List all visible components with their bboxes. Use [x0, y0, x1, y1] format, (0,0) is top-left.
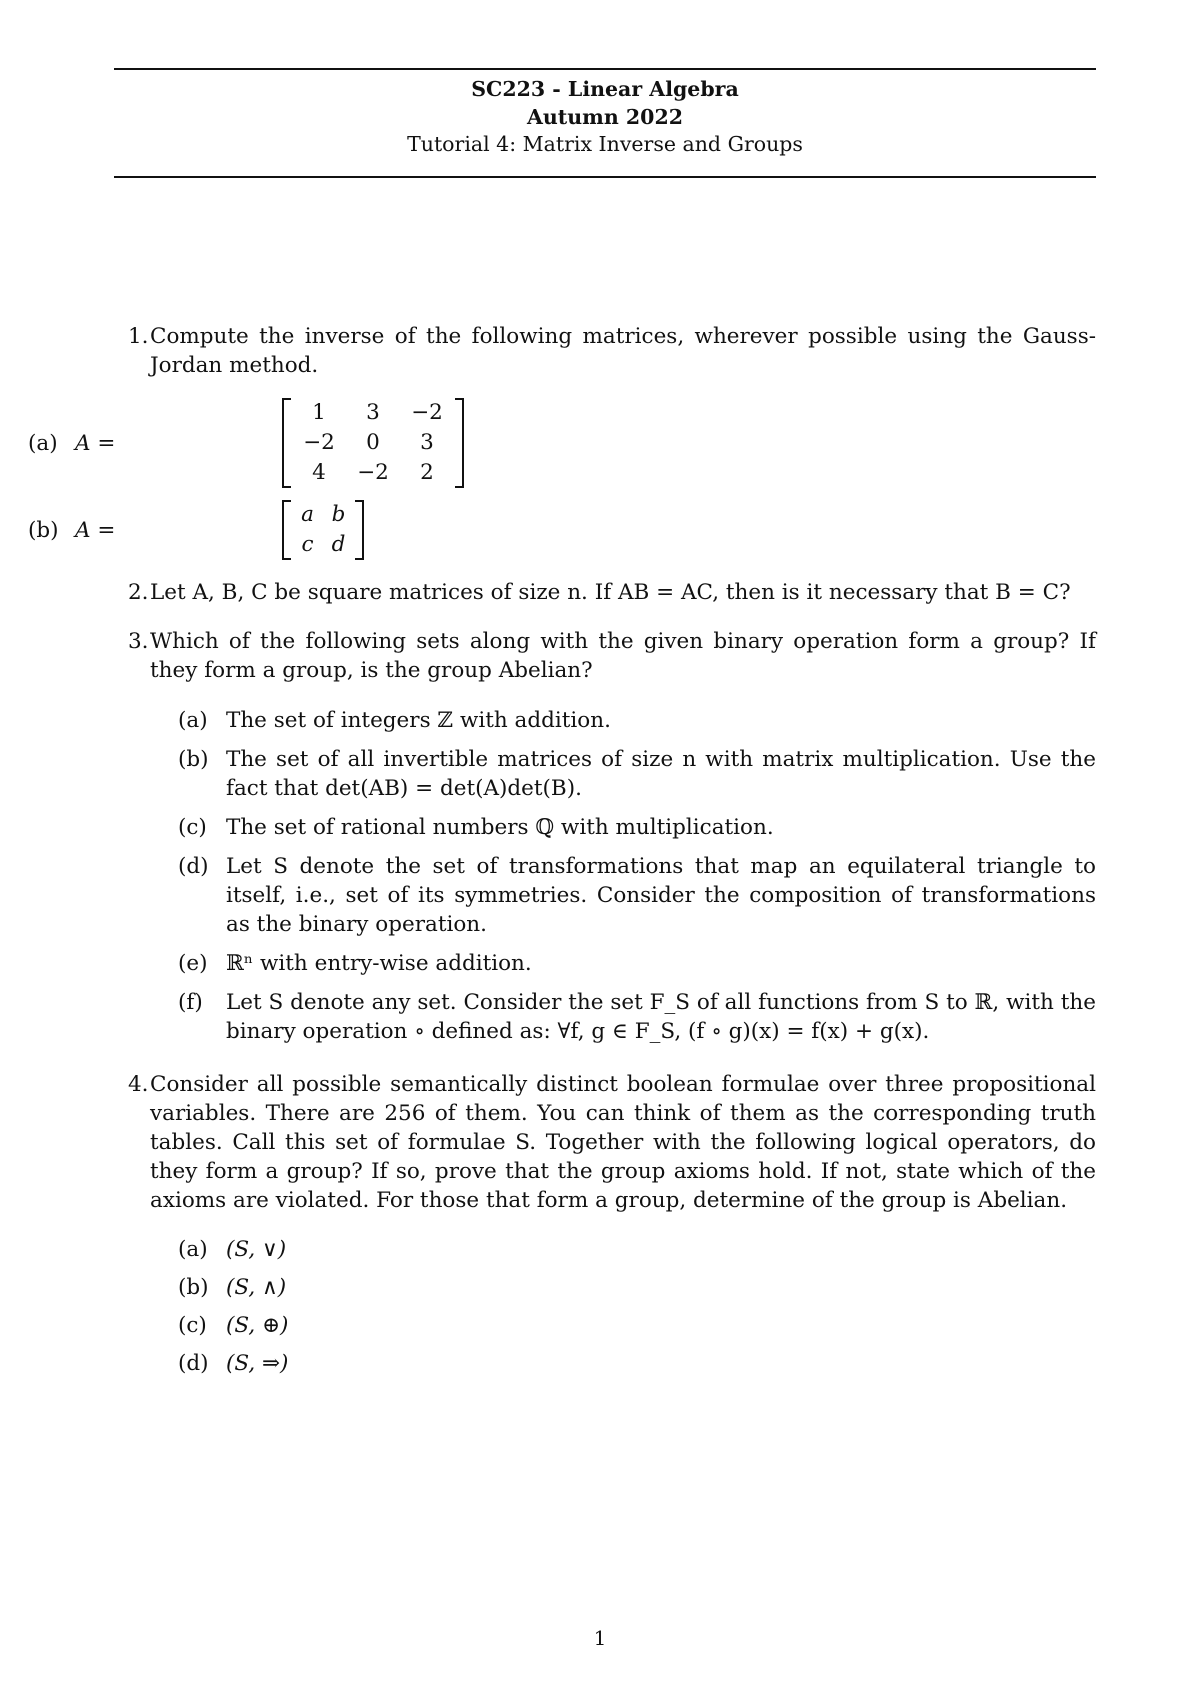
matrix-entry: d — [331, 532, 346, 557]
header-rule-top — [114, 68, 1096, 70]
matrix-entry: 4 — [312, 460, 326, 485]
part-text: (S, ∨) — [226, 1237, 287, 1262]
part-text: (S, ⊕) — [226, 1313, 289, 1338]
left-bracket — [282, 500, 291, 560]
part-text: The set of integers ℤ with addition. — [226, 708, 611, 733]
matrix-lhs: A = — [75, 431, 116, 456]
term: Autumn 2022 — [527, 105, 683, 129]
part-label: (a) — [28, 431, 58, 456]
matrix-entry: a — [301, 502, 314, 527]
question-number: 1. — [128, 324, 149, 349]
question-text: Which of the following sets along with the given binary operation form a group? If they form a group, is the group Abelian? — [150, 629, 1096, 683]
right-bracket — [455, 398, 464, 488]
question-text: Let A, B, C be square matrices of size n. If AB = AC, then is it necessary that B = C? — [150, 580, 1071, 605]
question-4 — [128, 1070, 1096, 1215]
question-3-part-f — [178, 988, 1096, 1046]
part-label: (d) — [178, 1351, 209, 1376]
matrix-entry: 1 — [312, 400, 326, 425]
question-number: 2. — [128, 580, 149, 605]
question-number: 3. — [128, 629, 149, 654]
question-number: 4. — [128, 1072, 149, 1097]
part-text: Let S denote any set. Consider the set F_S of all functions from S to ℝ, with the binary operation ∘ defined as: ∀f, g ∈ F_S, (f ∘ g)(x) = f(x) + g(x). — [226, 990, 1096, 1044]
part-text: Let S denote the set of transformations that map an equilateral triangle to itself, i.e., set of its symmetries. Consider the composition of transformations as the binary operation. — [226, 854, 1096, 937]
question-3-part-a — [178, 706, 1096, 735]
question-3-part-e — [178, 949, 1096, 978]
question-4-part-b — [178, 1273, 1096, 1302]
part-label: (d) — [178, 854, 209, 879]
matrix-entry: 3 — [366, 400, 380, 425]
course-title: SC223 - Linear Algebra — [471, 77, 739, 101]
right-bracket — [355, 500, 364, 560]
question-4-part-a — [178, 1235, 1096, 1264]
part-text: The set of rational numbers ℚ with multiplication. — [226, 815, 774, 840]
part-text: (S, ⇒) — [226, 1351, 289, 1376]
question-3-part-c — [178, 813, 1096, 842]
matrix-entry: c — [301, 532, 314, 557]
page-number: 1 — [593, 1626, 607, 1650]
part-label: (a) — [178, 708, 208, 733]
part-text: ℝⁿ with entry-wise addition. — [226, 951, 532, 976]
matrix-entry: −2 — [303, 430, 335, 455]
question-4-part-d — [178, 1349, 1096, 1378]
left-bracket — [282, 398, 291, 488]
part-label: (e) — [178, 951, 208, 976]
tutorial-title: Tutorial 4: Matrix Inverse and Groups — [407, 132, 803, 156]
part-label: (a) — [178, 1237, 208, 1262]
matrix-a — [282, 398, 464, 488]
matrix-entry: 2 — [420, 460, 434, 485]
question-text: Compute the inverse of the following matrices, wherever possible using the Gauss-Jordan method. — [150, 324, 1096, 378]
question-1 — [128, 322, 1096, 380]
matrix-lhs: A = — [75, 518, 116, 543]
question-3-part-b — [178, 745, 1096, 803]
part-label: (b) — [28, 518, 59, 543]
question-3 — [128, 627, 1096, 685]
matrix-entries — [292, 500, 354, 560]
question-4-part-c — [178, 1311, 1096, 1340]
matrix-entries — [292, 398, 454, 488]
matrix-entry: −2 — [411, 400, 443, 425]
matrix-entry: 0 — [366, 430, 380, 455]
question-3-part-d — [178, 852, 1096, 939]
question-2 — [128, 578, 1096, 607]
part-label: (c) — [178, 1313, 207, 1338]
matrix-entry: b — [331, 502, 346, 527]
matrix-entry: 3 — [420, 430, 434, 455]
question-text: Consider all possible semantically distinct boolean formulae over three propositional variables. There are 256 of them. You can think of them as the corresponding truth tables. Call this set of formulae S. Together with the following logical operators, do they form a group? If so, prove that the group axioms hold. If not, state which of the axioms are violated. For those that form a group, determine of the group is Abelian. — [150, 1072, 1096, 1213]
header-rule-bottom — [114, 176, 1096, 178]
part-label: (b) — [178, 1275, 209, 1300]
part-label: (f) — [178, 990, 203, 1015]
matrix-b — [282, 500, 364, 560]
matrix-entry: −2 — [357, 460, 389, 485]
part-text: The set of all invertible matrices of size n with matrix multiplication. Use the fact that det(AB) = det(A)det(B). — [226, 747, 1096, 801]
part-label: (c) — [178, 815, 207, 840]
part-label: (b) — [178, 747, 209, 772]
part-text: (S, ∧) — [226, 1275, 287, 1300]
